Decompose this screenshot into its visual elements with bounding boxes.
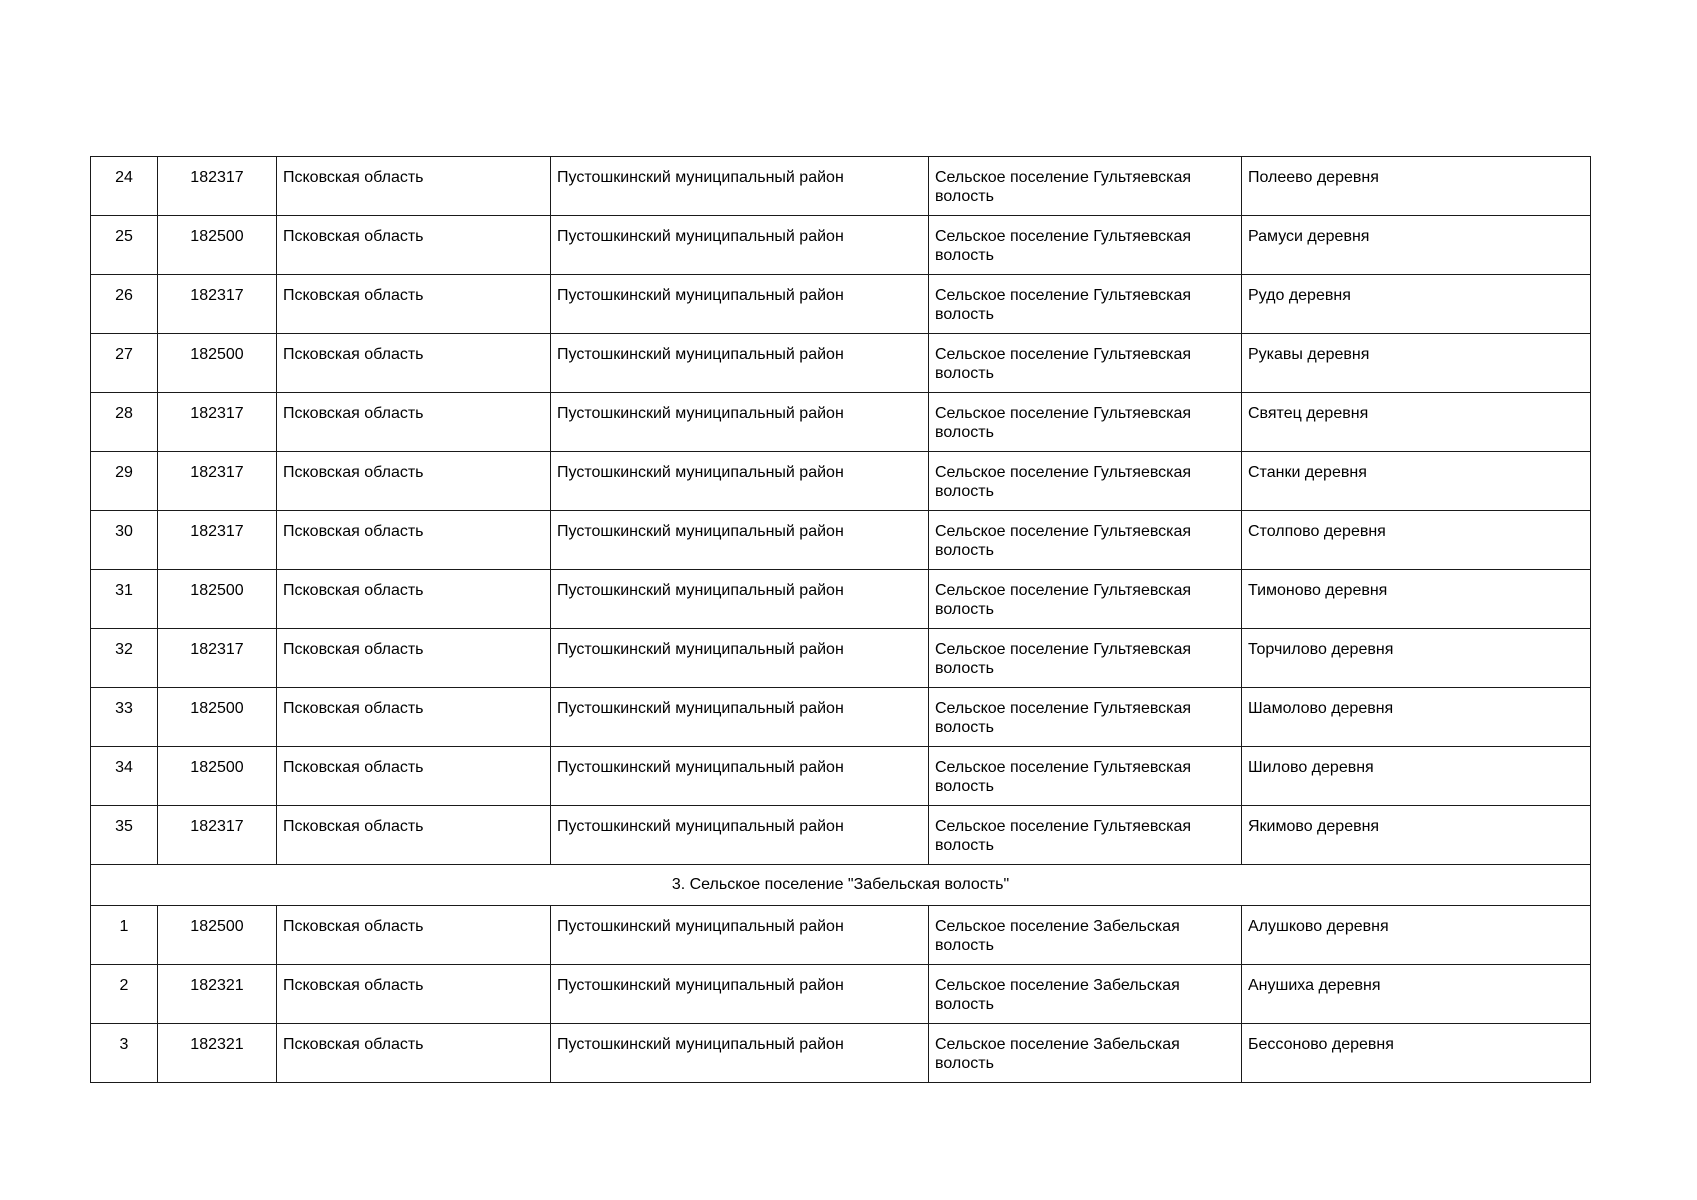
row-number-cell: 30 — [91, 511, 158, 570]
settlement-cell: Сельское поселение Гультяевская волость — [929, 216, 1242, 275]
region-cell: Псковская область — [277, 747, 551, 806]
settlement-cell: Сельское поселение Гультяевская волость — [929, 275, 1242, 334]
locality-cell: Шилово деревня — [1242, 747, 1591, 806]
settlement-cell: Сельское поселение Гультяевская волость — [929, 334, 1242, 393]
table-row — [91, 275, 1591, 334]
settlement-cell: Сельское поселение Забельская волость — [929, 965, 1242, 1024]
postal-index-cell: 182317 — [158, 157, 277, 216]
settlement-cell: Сельское поселение Гультяевская волость — [929, 747, 1242, 806]
district-cell: Пустошкинский муниципальный район — [551, 275, 929, 334]
district-cell: Пустошкинский муниципальный район — [551, 393, 929, 452]
postal-index-cell: 182317 — [158, 629, 277, 688]
locality-cell: Полеево деревня — [1242, 157, 1591, 216]
locality-cell: Якимово деревня — [1242, 806, 1591, 865]
localities-table — [90, 156, 1591, 1083]
table-row — [91, 747, 1591, 806]
region-cell: Псковская область — [277, 629, 551, 688]
district-cell: Пустошкинский муниципальный район — [551, 806, 929, 865]
region-cell: Псковская область — [277, 334, 551, 393]
district-cell: Пустошкинский муниципальный район — [551, 1024, 929, 1083]
postal-index-cell: 182317 — [158, 452, 277, 511]
table-row — [91, 157, 1591, 216]
postal-index-cell: 182321 — [158, 1024, 277, 1083]
table-row — [91, 965, 1591, 1024]
postal-index-cell: 182317 — [158, 806, 277, 865]
row-number-cell: 1 — [91, 906, 158, 965]
district-cell: Пустошкинский муниципальный район — [551, 157, 929, 216]
settlement-cell: Сельское поселение Гультяевская волость — [929, 570, 1242, 629]
region-cell: Псковская область — [277, 906, 551, 965]
postal-index-cell: 182317 — [158, 275, 277, 334]
section-row — [91, 865, 1591, 906]
region-cell: Псковская область — [277, 275, 551, 334]
section-title: 3. Сельское поселение "Забельская волость" — [91, 865, 1591, 906]
district-cell: Пустошкинский муниципальный район — [551, 688, 929, 747]
district-cell: Пустошкинский муниципальный район — [551, 965, 929, 1024]
row-number-cell: 28 — [91, 393, 158, 452]
table-row — [91, 806, 1591, 865]
row-number-cell: 25 — [91, 216, 158, 275]
row-number-cell: 26 — [91, 275, 158, 334]
row-number-cell: 3 — [91, 1024, 158, 1083]
settlement-cell: Сельское поселение Гультяевская волость — [929, 393, 1242, 452]
region-cell: Псковская область — [277, 570, 551, 629]
row-number-cell: 31 — [91, 570, 158, 629]
table-row — [91, 511, 1591, 570]
locality-cell: Святец деревня — [1242, 393, 1591, 452]
table-row — [91, 216, 1591, 275]
table-body — [91, 157, 1591, 1083]
row-number-cell: 35 — [91, 806, 158, 865]
settlement-cell: Сельское поселение Гультяевская волость — [929, 688, 1242, 747]
locality-cell: Рамуси деревня — [1242, 216, 1591, 275]
postal-index-cell: 182500 — [158, 906, 277, 965]
row-number-cell: 29 — [91, 452, 158, 511]
postal-index-cell: 182500 — [158, 688, 277, 747]
table-row — [91, 570, 1591, 629]
locality-cell: Рукавы деревня — [1242, 334, 1591, 393]
row-number-cell: 32 — [91, 629, 158, 688]
locality-cell: Столпово деревня — [1242, 511, 1591, 570]
row-number-cell: 24 — [91, 157, 158, 216]
region-cell: Псковская область — [277, 452, 551, 511]
table-row — [91, 393, 1591, 452]
locality-cell: Торчилово деревня — [1242, 629, 1591, 688]
district-cell: Пустошкинский муниципальный район — [551, 570, 929, 629]
region-cell: Псковская область — [277, 216, 551, 275]
row-number-cell: 33 — [91, 688, 158, 747]
settlement-cell: Сельское поселение Гультяевская волость — [929, 452, 1242, 511]
row-number-cell: 2 — [91, 965, 158, 1024]
district-cell: Пустошкинский муниципальный район — [551, 334, 929, 393]
table-row — [91, 334, 1591, 393]
locality-cell: Станки деревня — [1242, 452, 1591, 511]
settlement-cell: Сельское поселение Забельская волость — [929, 906, 1242, 965]
district-cell: Пустошкинский муниципальный район — [551, 747, 929, 806]
locality-cell: Алушково деревня — [1242, 906, 1591, 965]
row-number-cell: 34 — [91, 747, 158, 806]
postal-index-cell: 182317 — [158, 393, 277, 452]
postal-index-cell: 182317 — [158, 511, 277, 570]
postal-index-cell: 182500 — [158, 334, 277, 393]
district-cell: Пустошкинский муниципальный район — [551, 452, 929, 511]
locality-cell: Тимоново деревня — [1242, 570, 1591, 629]
table-row — [91, 906, 1591, 965]
region-cell: Псковская область — [277, 157, 551, 216]
region-cell: Псковская область — [277, 511, 551, 570]
settlement-cell: Сельское поселение Гультяевская волость — [929, 806, 1242, 865]
settlement-cell: Сельское поселение Гультяевская волость — [929, 157, 1242, 216]
table-row — [91, 1024, 1591, 1083]
settlement-cell: Сельское поселение Гультяевская волость — [929, 629, 1242, 688]
table-row — [91, 688, 1591, 747]
region-cell: Псковская область — [277, 1024, 551, 1083]
settlement-cell: Сельское поселение Забельская волость — [929, 1024, 1242, 1083]
district-cell: Пустошкинский муниципальный район — [551, 216, 929, 275]
region-cell: Псковская область — [277, 393, 551, 452]
settlement-cell: Сельское поселение Гультяевская волость — [929, 511, 1242, 570]
table-row — [91, 452, 1591, 511]
locality-cell: Рудо деревня — [1242, 275, 1591, 334]
locality-cell: Анушиха деревня — [1242, 965, 1591, 1024]
postal-index-cell: 182500 — [158, 216, 277, 275]
locality-cell: Шамолово деревня — [1242, 688, 1591, 747]
postal-index-cell: 182321 — [158, 965, 277, 1024]
region-cell: Псковская область — [277, 965, 551, 1024]
postal-index-cell: 182500 — [158, 747, 277, 806]
region-cell: Псковская область — [277, 806, 551, 865]
row-number-cell: 27 — [91, 334, 158, 393]
district-cell: Пустошкинский муниципальный район — [551, 629, 929, 688]
region-cell: Псковская область — [277, 688, 551, 747]
postal-index-cell: 182500 — [158, 570, 277, 629]
locality-cell: Бессоново деревня — [1242, 1024, 1591, 1083]
table-row — [91, 629, 1591, 688]
district-cell: Пустошкинский муниципальный район — [551, 511, 929, 570]
district-cell: Пустошкинский муниципальный район — [551, 906, 929, 965]
